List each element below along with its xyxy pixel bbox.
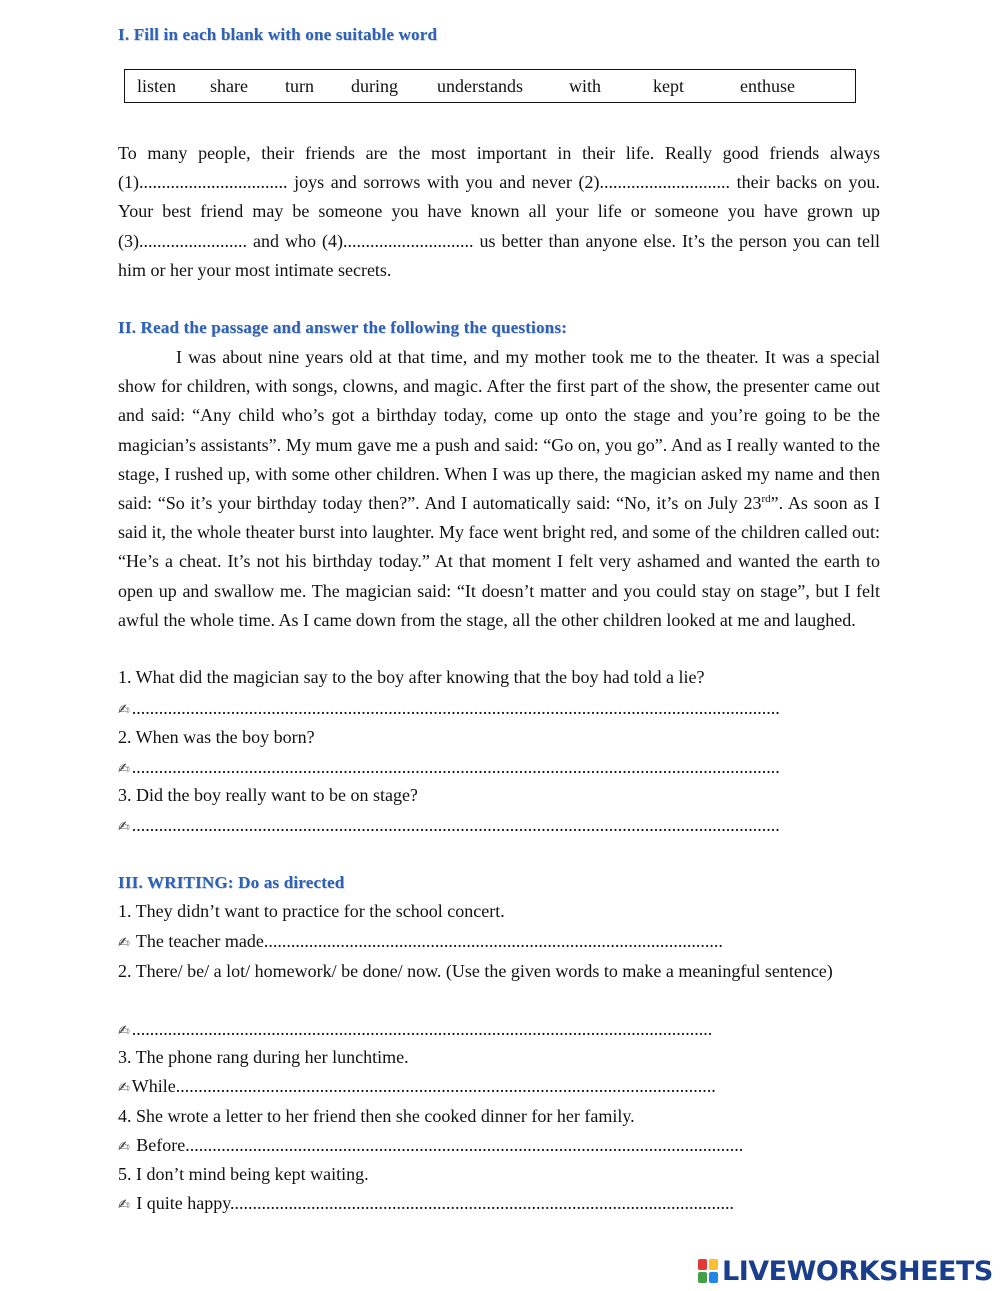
passage-text: ”. As soon as I said it, the whole theater burst into laughter. My face went bright red, and some of the children called out: “He’s a cheat. It’s not his birthday today.” At that moment I felt very ashamed and wanted the earth to open up and swallow me. The magician said: “It doesn’t matter and you could stay on stage”, but I felt awful the whole time. As I came down from the stage, all the other children looked at me and laughed.	[118, 493, 880, 630]
word-bank-item: kept	[653, 76, 684, 96]
section-3-heading: III. WRITING: Do as directed	[118, 873, 345, 892]
writing-answer-1[interactable]	[118, 931, 723, 952]
writing-answer-3[interactable]	[118, 1076, 716, 1097]
logo-tile	[698, 1272, 707, 1283]
answer-dots: ................................................................................................................................................	[131, 815, 780, 835]
answer-line-2[interactable]	[118, 757, 780, 778]
word-bank-item: understands	[437, 76, 523, 96]
answer-dots: ................................................................................................................................................	[131, 757, 780, 777]
pen-icon: ✍	[118, 935, 130, 951]
word-bank-item: share	[210, 76, 248, 96]
word-bank-item: turn	[285, 76, 314, 96]
writing-item-5: 5. I don’t mind being kept waiting.	[118, 1164, 369, 1184]
writing-item-1: 1. They didn’t want to practice for the school concert.	[118, 901, 505, 921]
passage-text: I was about nine years old at that time, and my mother took me to the theater. It was a special show for children, with songs, clowns, and magic. After the first part of the show, the presenter came out and said: “Any child who’s got a birthday today, come up onto the stage and you’re going to be the magician’s assistants”. My mum gave me a push and said: “Go on, you go”. And as I really wanted to the stage, I rushed up, with some other children. When I was up there, the magician asked my name and then said: “So it’s your birthday today then?”. And I automatically said: “No, it’s on July 23	[118, 347, 880, 514]
pen-icon: ✍	[118, 1139, 130, 1155]
logo-mark-icon	[698, 1259, 718, 1283]
answer-dots: Before............................................................................................................................	[131, 1135, 744, 1155]
pen-icon: ✍	[118, 761, 130, 777]
section-1-heading: I. Fill in each blank with one suitable word	[118, 25, 438, 44]
question-1: 1. What did the magician say to the boy after knowing that the boy had told a lie?	[118, 667, 705, 687]
writing-answer-2[interactable]	[118, 1019, 712, 1040]
answer-dots: .................................................................................................................................	[131, 1019, 713, 1039]
section-1-passage: To many people, their friends are the most important in their life. Really good friends always (1)................................. joys and sorrows with you and never (2)............................. their backs on you. Your best friend may be someone you have known all your life or someone you have grown up (3)........................ and who (4)............................. us better than anyone else. It’s the person you can tell him or her your most intimate secrets.	[118, 143, 880, 280]
word-bank-item: with	[569, 76, 602, 96]
logo-tile	[709, 1272, 718, 1283]
answer-dots: I quite happy................................................................................................................	[131, 1193, 735, 1213]
logo-text: LIVEWORKSHEETS	[722, 1255, 993, 1287]
writing-answer-5[interactable]	[118, 1193, 734, 1214]
section-2-heading: II. Read the passage and answer the following the questions:	[118, 318, 568, 337]
word-bank-item: during	[351, 76, 398, 96]
ordinal-suffix: rd	[761, 493, 771, 506]
answer-dots: ................................................................................................................................................	[131, 698, 780, 718]
writing-answer-4[interactable]	[118, 1135, 743, 1156]
answer-dots: While........................................................................................................................	[131, 1076, 716, 1096]
question-2: 2. When was the boy born?	[118, 727, 315, 747]
section-2-passage	[118, 343, 880, 635]
word-bank	[124, 69, 856, 103]
writing-item-4: 4. She wrote a letter to her friend then she cooked dinner for her family.	[118, 1106, 635, 1126]
answer-line-3[interactable]	[118, 815, 780, 836]
logo-tile	[709, 1259, 718, 1270]
word-bank-item: listen	[137, 76, 176, 96]
logo-tile	[698, 1259, 707, 1270]
word-bank-item: enthuse	[740, 76, 795, 96]
liveworksheets-logo[interactable]	[698, 1256, 993, 1286]
pen-icon: ✍	[118, 819, 130, 835]
pen-icon: ✍	[118, 1197, 130, 1213]
answer-line-1[interactable]	[118, 698, 780, 719]
pen-icon: ✍	[118, 1080, 130, 1096]
pen-icon: ✍	[118, 702, 130, 718]
writing-item-2: 2. There/ be/ a lot/ homework/ be done/ now. (Use the given words to make a meaningful sentence)	[118, 961, 833, 981]
question-3: 3. Did the boy really want to be on stage?	[118, 785, 418, 805]
writing-item-3: 3. The phone rang during her lunchtime.	[118, 1047, 409, 1067]
answer-dots: The teacher made......................................................................................................	[131, 931, 723, 951]
pen-icon: ✍	[118, 1023, 130, 1039]
